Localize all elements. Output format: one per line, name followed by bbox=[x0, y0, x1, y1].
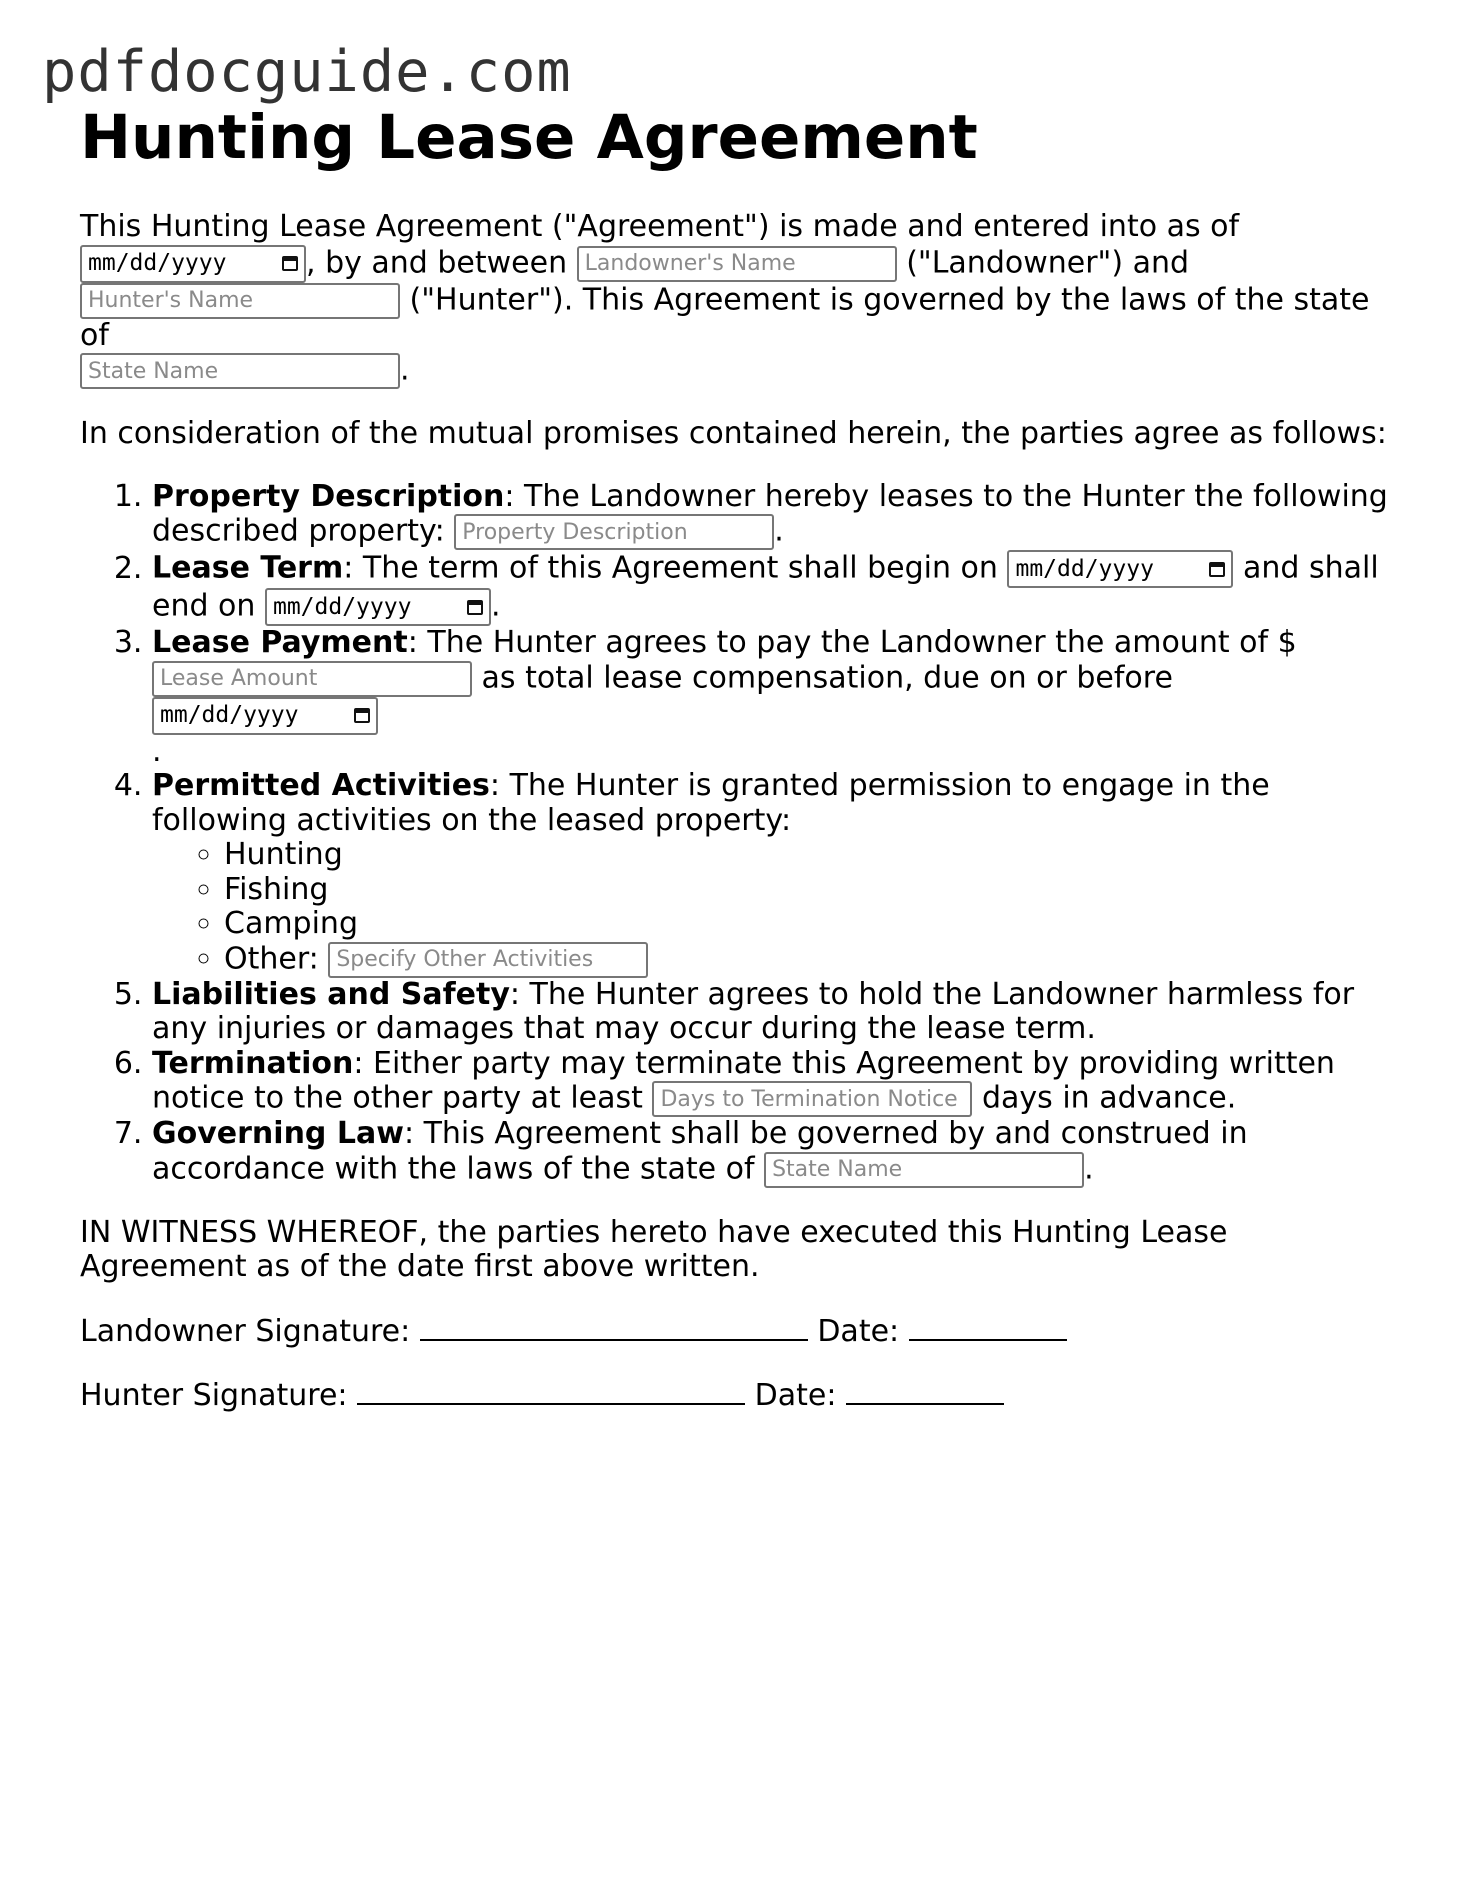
item-text: : The term of this Agreement shall begin on bbox=[343, 550, 998, 586]
consideration-text: In consideration of the mutual promises contained herein, the parties agree as follows: bbox=[80, 416, 1387, 451]
termination-days-input[interactable] bbox=[652, 1081, 972, 1117]
landowner-name-input[interactable] bbox=[577, 246, 897, 282]
item-text: : The Landowner hereby leases to the Hunter the following described property: bbox=[152, 478, 1388, 549]
intro-text: ("Hunter"). This Agreement is governed by the laws of the state of bbox=[80, 282, 1370, 353]
governing-state-input[interactable] bbox=[764, 1152, 1084, 1188]
date-label: Date: bbox=[817, 1313, 900, 1349]
witness-text: IN WITNESS WHEREOF, the parties hereto have executed this Hunting Lease Agreement as of the date first above written. bbox=[80, 1214, 1228, 1284]
hunter-date-field[interactable] bbox=[846, 1377, 1004, 1405]
landowner-signature-line bbox=[80, 1313, 1390, 1350]
list-item-termination bbox=[152, 1047, 1390, 1118]
item-text: : The Hunter agrees to pay the Landowner the amount of $ bbox=[407, 625, 1297, 660]
activity-item-other bbox=[224, 942, 1390, 978]
hunter-signature-line bbox=[80, 1377, 1390, 1414]
page-title: Hunting Lease Agreement bbox=[80, 102, 978, 173]
activity-item: ◦ Hunting bbox=[224, 838, 1390, 873]
date-placeholder: mm/dd/yyyy bbox=[160, 702, 299, 729]
item-text: : The Hunter agrees to hold the Landowner harmless for any injuries or damages that may occur during the lease term. bbox=[152, 976, 1355, 1046]
landowner-date-field[interactable] bbox=[909, 1313, 1067, 1341]
item-text: . bbox=[152, 733, 162, 769]
lease-amount-input[interactable] bbox=[152, 661, 472, 697]
item-heading: Termination bbox=[152, 1045, 354, 1081]
item-text: : This Agreement shall be governed by and construed in accordance with the laws of the state of bbox=[152, 1116, 1248, 1186]
item-heading: Lease Term bbox=[152, 550, 344, 586]
activities-list bbox=[152, 838, 1390, 978]
item-text: : The Hunter is granted permission to engage in the following activities on the leased property: bbox=[152, 768, 1270, 838]
terms-list bbox=[80, 480, 1390, 1188]
list-item-activities bbox=[152, 769, 1390, 978]
date-placeholder: mm/dd/yyyy bbox=[272, 593, 412, 620]
lease-end-date-input[interactable] bbox=[265, 588, 491, 626]
date-placeholder: mm/dd/yyyy bbox=[88, 250, 227, 277]
item-text: . bbox=[774, 513, 784, 549]
item-heading: Lease Payment bbox=[152, 625, 408, 660]
state-name-input[interactable] bbox=[80, 353, 400, 389]
list-item-term bbox=[152, 550, 1390, 626]
landowner-signature-field[interactable] bbox=[420, 1313, 808, 1341]
hunter-name-input[interactable] bbox=[80, 283, 400, 319]
item-text: as total lease compensation, due on or before bbox=[481, 660, 1173, 695]
list-item-payment bbox=[152, 626, 1390, 769]
hunter-signature-field[interactable] bbox=[357, 1377, 745, 1405]
intro-text: This Hunting Lease Agreement ("Agreement") is made and entered into as of bbox=[80, 209, 1240, 244]
signature-label: Landowner Signature: bbox=[80, 1313, 411, 1349]
calendar-icon[interactable] bbox=[282, 256, 298, 271]
item-heading: Permitted Activities bbox=[152, 768, 490, 803]
watermark: pdfdocguide.com bbox=[42, 39, 572, 105]
item-text: . bbox=[490, 588, 501, 624]
intro-text: ("Landowner") and bbox=[906, 245, 1190, 280]
activity-item: ◦ Fishing bbox=[224, 873, 1390, 908]
other-activities-input[interactable] bbox=[328, 942, 648, 978]
list-item-liabilities bbox=[152, 978, 1390, 1047]
date-label: Date: bbox=[754, 1378, 837, 1413]
activity-item: ◦ Camping bbox=[224, 907, 1390, 942]
intro-paragraph bbox=[80, 210, 1390, 389]
item-text: . bbox=[1084, 1151, 1094, 1186]
lease-start-date-input[interactable] bbox=[1007, 550, 1233, 588]
list-item-property bbox=[152, 480, 1390, 551]
payment-due-date-input[interactable] bbox=[152, 697, 378, 735]
item-heading: Liabilities and Safety bbox=[152, 976, 510, 1012]
document-body bbox=[80, 102, 1390, 1414]
signature-label: Hunter Signature: bbox=[80, 1378, 348, 1413]
item-heading: Property Description bbox=[152, 478, 505, 514]
date-placeholder: mm/dd/yyyy bbox=[1015, 555, 1154, 582]
list-item-law bbox=[152, 1117, 1390, 1188]
item-text: days in advance. bbox=[982, 1080, 1237, 1116]
item-heading: Governing Law bbox=[152, 1116, 404, 1151]
item-text: : Either party may terminate this Agreement by providing written notice to the other party at least bbox=[152, 1045, 1335, 1116]
intro-text: . bbox=[400, 352, 410, 388]
calendar-icon[interactable] bbox=[467, 600, 483, 615]
item-text: and shall end on bbox=[152, 550, 1379, 624]
other-label: Other: bbox=[224, 941, 319, 976]
property-description-input[interactable] bbox=[454, 514, 774, 550]
calendar-icon[interactable] bbox=[354, 708, 370, 723]
calendar-icon[interactable] bbox=[1209, 562, 1225, 577]
intro-text: , by and between bbox=[306, 245, 568, 280]
agreement-date-input[interactable] bbox=[80, 245, 306, 283]
